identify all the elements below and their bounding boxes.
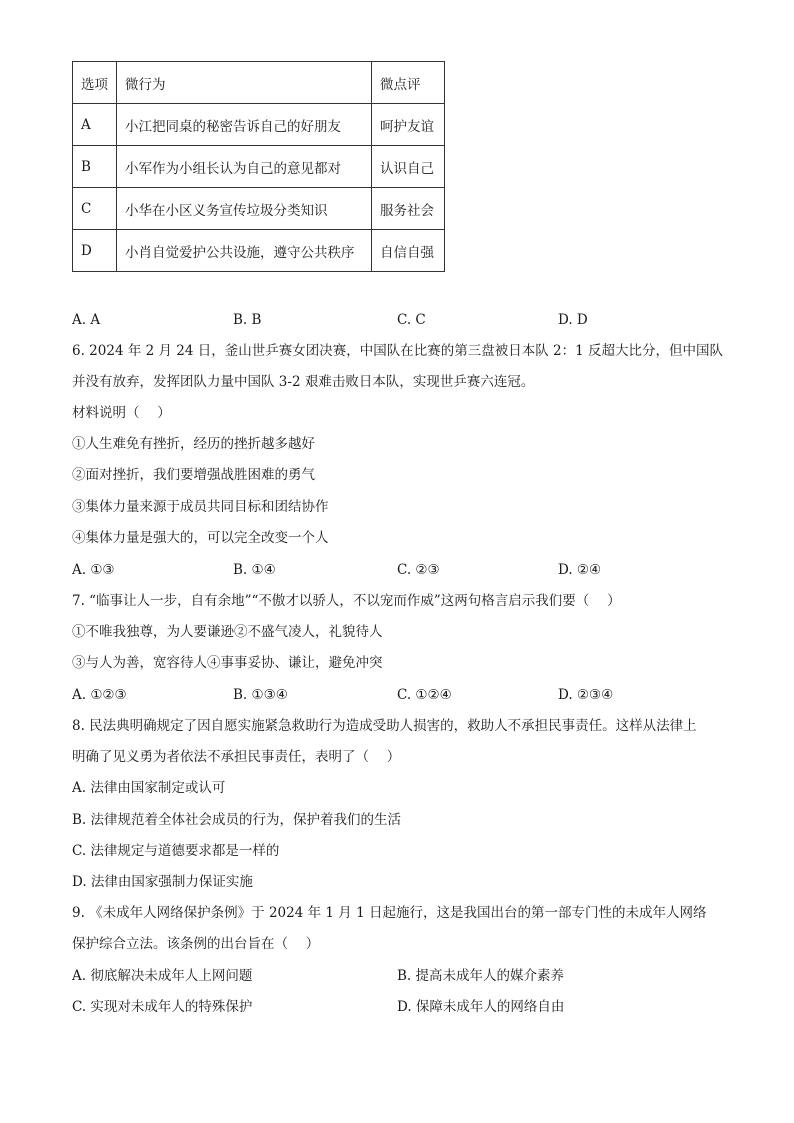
table-header-cell: 微行为 (117, 62, 372, 104)
q6-statement-2: ②面对挫折，我们要增强战胜困难的勇气 (72, 467, 315, 483)
q5-option-d[interactable]: D. D (558, 312, 588, 328)
q6-stem-line1: 6. 2024 年 2 月 24 日，釜山世乒赛女团决赛，中国队在比赛的第三盘被日本队 2：1 反超大比分，但中国队 (72, 343, 724, 359)
table-row (73, 146, 445, 188)
table-cell: 认识自己 (372, 146, 445, 188)
q6-option-a[interactable]: A. ①③ (72, 562, 115, 578)
q6-statement-4: ④集体力量是强大的，可以完全改变一个人 (72, 530, 329, 546)
q9-option-a[interactable]: A. 彻底解决未成年人上网问题 (72, 968, 253, 984)
table-header-row (73, 62, 445, 104)
table-cell: 自信自强 (372, 230, 445, 272)
q8-option-a[interactable]: A. 法律由国家制定或认可 (72, 780, 226, 796)
q9-stem-line2: 保护综合立法。该条例的出台旨在（ ） (72, 936, 320, 952)
q7-statements-line2: ③与人为善，宽容待人④事事妥协、谦让，避免冲突 (72, 655, 383, 671)
q8-stem-line1: 8. 民法典明确规定了因自愿实施紧急救助行为造成受助人损害的，救助人不承担民事责任。这样从法律上 (72, 718, 697, 734)
table-cell: A (73, 104, 117, 146)
q6-option-d[interactable]: D. ②④ (558, 562, 602, 578)
table-row (73, 230, 445, 272)
q6-option-b[interactable]: B. ①④ (233, 562, 276, 578)
q6-statement-1: ①人生难免有挫折，经历的挫折越多越好 (72, 436, 315, 452)
q8-option-b[interactable]: B. 法律规范着全体社会成员的行为，保护着我们的生活 (72, 812, 402, 828)
q9-option-b[interactable]: B. 提高未成年人的媒介素养 (397, 968, 565, 984)
q8-option-d[interactable]: D. 法律由国家强制力保证实施 (72, 874, 253, 890)
q7-option-d[interactable]: D. ②③④ (558, 687, 614, 703)
q8-stem-line2: 明确了见义勇为者依法不承担民事责任，表明了（ ） (72, 749, 401, 765)
table-cell: B (73, 146, 117, 188)
table-cell: 呵护友谊 (372, 104, 445, 146)
q5-option-a[interactable]: A. A (72, 312, 101, 328)
options-table (72, 61, 445, 272)
table-row (73, 104, 445, 146)
table-cell: D (73, 230, 117, 272)
q9-option-c[interactable]: C. 实现对未成年人的特殊保护 (72, 999, 253, 1015)
q5-option-b[interactable]: B. B (233, 312, 262, 328)
table-cell: C (73, 188, 117, 230)
q7-option-a[interactable]: A. ①②③ (72, 687, 127, 703)
table-row (73, 188, 445, 230)
table-header-cell: 微点评 (372, 62, 445, 104)
q9-stem-line1: 9. 《未成年人网络保护条例》于 2024 年 1 月 1 日起施行，这是我国出台的第一部专门性的未成年人网络 (72, 905, 707, 921)
q6-statement-3: ③集体力量来源于成员共同目标和团结协作 (72, 499, 329, 515)
q8-option-c[interactable]: C. 法律规定与道德要求都是一样的 (72, 843, 280, 859)
q6-prompt: 材料说明（ ） (72, 405, 171, 421)
q7-stem: 7. “临事让人一步，自有余地”“不傲才以骄人，不以宠而作威”这两句格言启示我们要（ ） (72, 593, 621, 609)
q7-statements-line1: ①不唯我独尊，为人要谦逊②不盛气凌人，礼貌待人 (72, 624, 383, 640)
q6-stem-line2: 并没有放弃，发挥团队力量中国队 3-2 艰难击败日本队，实现世乒赛六连冠。 (72, 374, 535, 390)
table-cell: 小华在小区义务宣传垃圾分类知识 (117, 188, 372, 230)
q7-option-b[interactable]: B. ①③④ (233, 687, 288, 703)
table-cell: 小江把同桌的秘密告诉自己的好朋友 (117, 104, 372, 146)
q7-option-c[interactable]: C. ①②④ (397, 687, 452, 703)
table-cell: 服务社会 (372, 188, 445, 230)
table-cell: 小肖自觉爱护公共设施，遵守公共秩序 (117, 230, 372, 272)
table-header-cell: 选项 (73, 62, 117, 104)
q6-option-c[interactable]: C. ②③ (397, 562, 440, 578)
q9-option-d[interactable]: D. 保障未成年人的网络自由 (397, 999, 565, 1015)
q5-option-c[interactable]: C. C (397, 312, 426, 328)
table-cell: 小军作为小组长认为自己的意见都对 (117, 146, 372, 188)
